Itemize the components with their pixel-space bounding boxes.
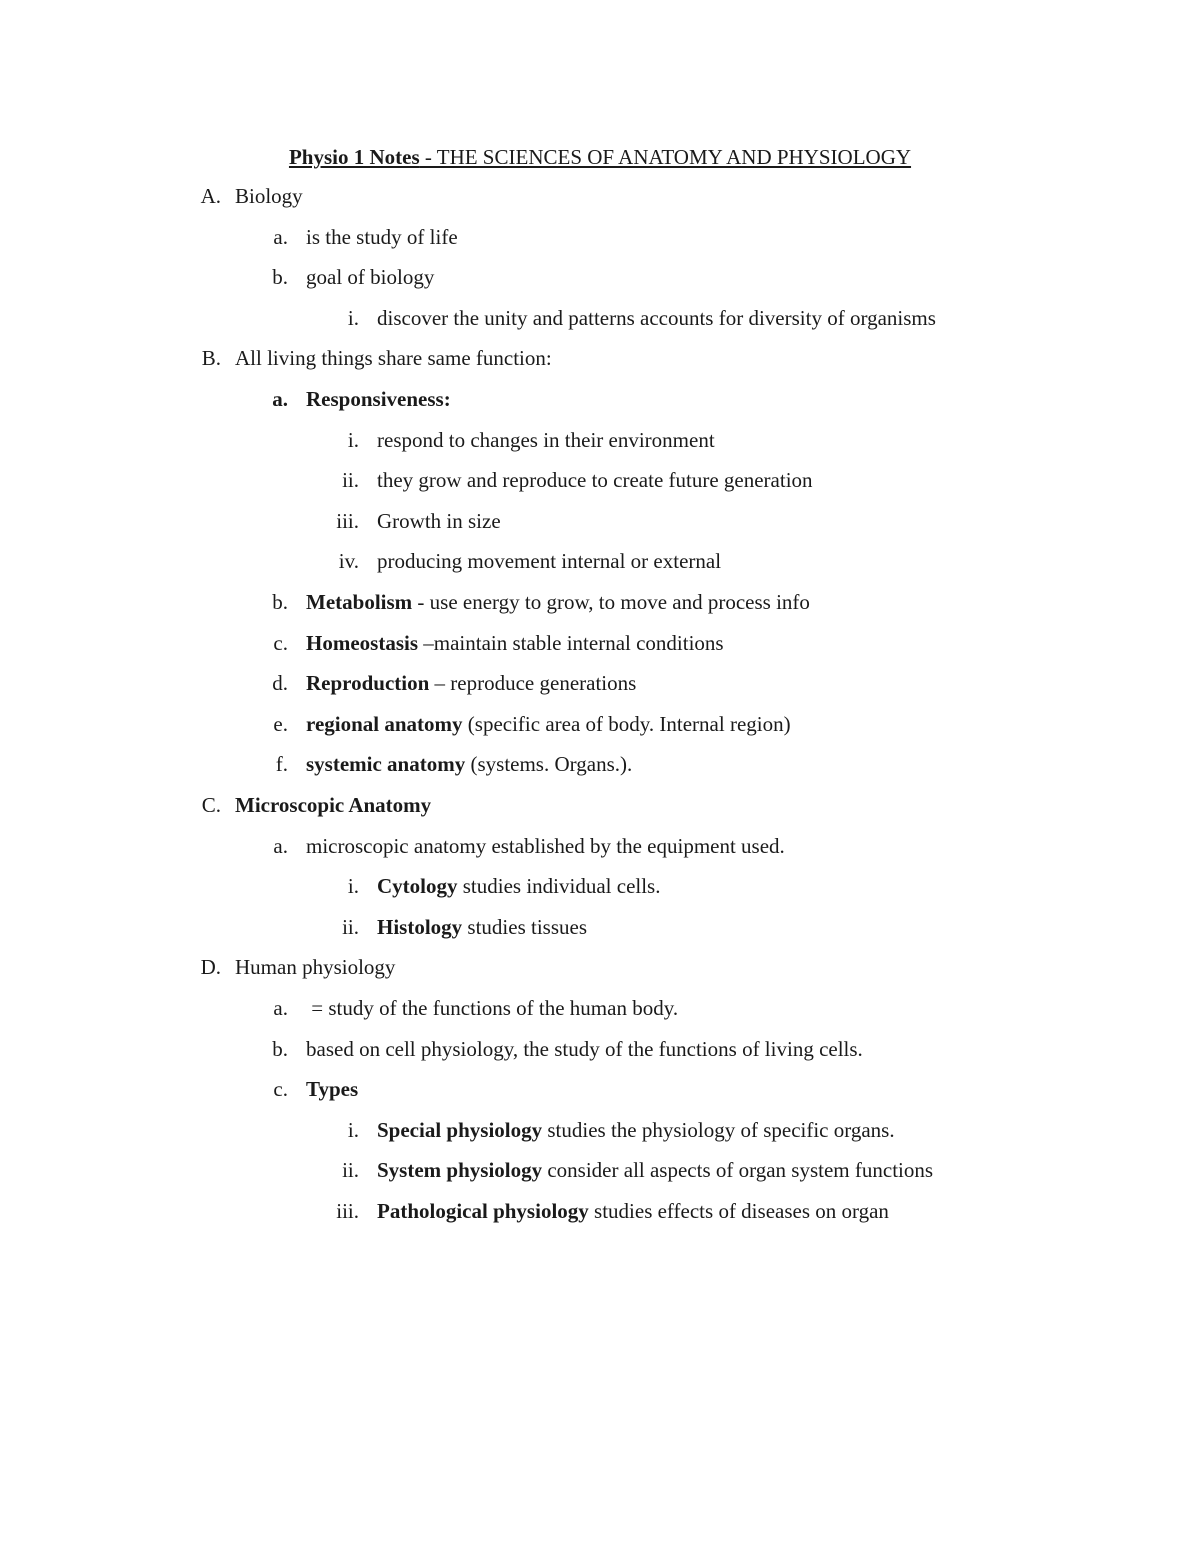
item-bold-term: Metabolism	[306, 590, 413, 614]
item-description: Growth in size	[377, 508, 501, 533]
outline-item	[0, 629, 1200, 657]
outline-item	[0, 832, 1200, 860]
list-marker: i.	[347, 1117, 359, 1142]
item-text	[306, 994, 678, 1022]
list-marker: i.	[347, 305, 359, 330]
list-marker: a.	[272, 387, 288, 411]
item-description: studies effects of diseases on organ	[588, 1199, 889, 1223]
outline-item	[0, 750, 1200, 778]
item-bold-term: Homeostasis	[306, 630, 418, 655]
list-marker: a.	[273, 996, 288, 1020]
item-bold-term: Pathological physiology	[377, 1199, 589, 1223]
list-marker: c.	[273, 630, 288, 655]
outline-item	[0, 426, 1200, 454]
list-marker: i.	[347, 874, 359, 899]
item-text	[306, 588, 810, 616]
outline-item	[0, 913, 1200, 941]
item-text	[306, 832, 785, 860]
item-text	[306, 263, 434, 291]
item-text	[377, 507, 501, 535]
outline-item	[0, 263, 1200, 291]
item-description: consider all aspects of organ system functions	[542, 1158, 934, 1183]
item-text	[306, 1075, 358, 1103]
item-text	[235, 344, 552, 372]
item-text	[377, 466, 813, 494]
outline-item	[0, 223, 1200, 251]
outline-item	[0, 953, 1200, 981]
list-marker: i.	[347, 427, 359, 452]
list-marker: c.	[273, 1077, 288, 1102]
outline-item	[0, 466, 1200, 494]
item-text	[306, 629, 724, 657]
item-description: Biology	[235, 184, 303, 208]
item-description: studies tissues	[462, 914, 588, 939]
list-marker: e.	[273, 711, 288, 736]
list-marker: b.	[272, 590, 288, 614]
outline-item	[0, 994, 1200, 1022]
list-marker: a.	[273, 833, 288, 858]
outline-item	[0, 872, 1200, 900]
item-bold-term: Responsiveness:	[306, 387, 451, 411]
item-description: studies the physiology of specific organs.	[542, 1117, 895, 1142]
outline-item	[0, 1156, 1200, 1184]
item-description: –maintain stable internal conditions	[418, 630, 724, 655]
item-bold-term: Special physiology	[377, 1117, 543, 1142]
list-marker: f.	[275, 752, 288, 777]
item-description: microscopic anatomy established by the equipment used.	[306, 833, 785, 858]
item-text	[235, 791, 431, 819]
item-description: respond to changes in their environment	[377, 427, 715, 452]
item-bold-term: Types	[306, 1077, 359, 1102]
item-text	[377, 913, 587, 941]
item-description: goal of biology	[306, 265, 435, 290]
item-description: - use energy to grow, to move and process info	[412, 590, 810, 614]
item-description: is the study of life	[306, 224, 458, 249]
item-text	[377, 872, 660, 900]
outline-item	[0, 507, 1200, 535]
list-marker: A.	[200, 184, 221, 208]
item-text	[377, 547, 721, 575]
outline-item	[0, 547, 1200, 575]
outline-item	[0, 669, 1200, 697]
outline-item	[0, 385, 1200, 413]
item-text	[377, 426, 715, 454]
outline-item	[0, 1075, 1200, 1103]
item-text	[306, 223, 458, 251]
list-marker: C.	[201, 793, 221, 817]
item-bold-term: Reproduction	[306, 671, 430, 696]
outline-item	[0, 1197, 1200, 1225]
item-description: they grow and reproduce to create future generation	[377, 468, 813, 493]
list-marker: ii.	[342, 914, 359, 939]
item-description: = study of the functions of the human body.	[306, 996, 679, 1020]
list-marker: iii.	[336, 1199, 359, 1223]
item-text	[377, 1197, 889, 1225]
list-marker: B.	[201, 346, 221, 371]
item-description: Human physiology	[235, 955, 396, 980]
item-description: studies individual cells.	[457, 874, 661, 899]
item-bold-term: Histology	[377, 914, 463, 939]
item-bold-term: systemic anatomy	[306, 752, 466, 777]
list-marker: a.	[273, 224, 288, 249]
outline-item	[0, 182, 1200, 210]
outline-item	[0, 344, 1200, 372]
item-text	[306, 750, 632, 778]
list-marker: b.	[272, 265, 288, 290]
item-text	[235, 182, 303, 210]
item-text	[306, 669, 636, 697]
list-marker: ii.	[342, 1158, 359, 1183]
item-text	[377, 1156, 933, 1184]
title-bold: Physio 1 Notes	[288, 145, 420, 169]
item-description: (specific area of body. Internal region)	[462, 711, 791, 736]
item-description: discover the unity and patterns accounts for diversity of organisms	[377, 305, 936, 330]
item-description: – reproduce generations	[429, 671, 637, 696]
outline-item	[0, 588, 1200, 616]
item-bold-term: System physiology	[377, 1158, 543, 1183]
item-text	[235, 953, 395, 981]
item-text	[306, 1035, 863, 1063]
item-description: producing movement internal or external	[377, 549, 722, 574]
list-marker: ii.	[342, 468, 359, 493]
list-marker: D.	[200, 955, 221, 980]
item-bold-term: Microscopic Anatomy	[235, 793, 432, 817]
outline-item	[0, 1116, 1200, 1144]
list-marker: b.	[272, 1036, 288, 1061]
list-marker: iv.	[338, 549, 359, 574]
item-text	[377, 304, 936, 332]
list-marker: d.	[272, 671, 288, 696]
document-title	[0, 143, 1200, 171]
title-rest: - THE SCIENCES OF ANATOMY AND PHYSIOLOGY	[419, 145, 912, 169]
item-description: (systems. Organs.).	[465, 752, 633, 777]
item-text	[377, 1116, 895, 1144]
item-text	[306, 385, 451, 413]
outline-item	[0, 304, 1200, 332]
item-bold-term: Cytology	[377, 874, 458, 899]
outline-item	[0, 791, 1200, 819]
list-marker: iii.	[336, 508, 359, 533]
outline-item	[0, 710, 1200, 738]
item-description: based on cell physiology, the study of the functions of living cells.	[306, 1036, 863, 1061]
item-bold-term: regional anatomy	[306, 711, 463, 736]
outline-item	[0, 1035, 1200, 1063]
item-text	[306, 710, 791, 738]
item-description: All living things share same function:	[235, 346, 552, 371]
